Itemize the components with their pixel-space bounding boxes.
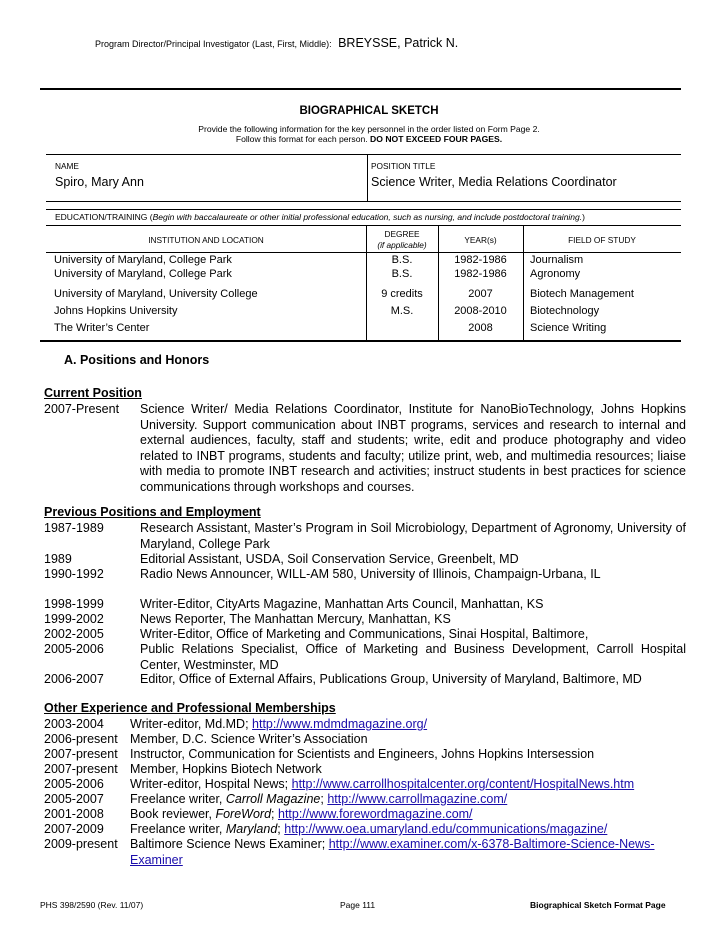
entry-years: 2006-present	[44, 732, 118, 746]
entry-years: 2005-2007	[44, 792, 104, 806]
section-a-heading: A. Positions and Honors	[64, 353, 210, 367]
entry-years: 2003-2004	[44, 717, 104, 731]
edu-degree: 9 credits	[381, 288, 423, 300]
entry-text	[130, 822, 686, 838]
entry-link[interactable]: http://www.carrollhospitalcenter.org/content/HospitalNews.htm	[291, 777, 635, 791]
th-degree-note: (if applicable)	[377, 240, 427, 250]
entry-text	[130, 807, 686, 823]
other-experience-heading: Other Experience and Professional Memberships	[44, 701, 336, 715]
th-field: FIELD OF STUDY	[568, 235, 636, 245]
entry-text	[130, 777, 686, 793]
edu-years: 2008-2010	[454, 305, 507, 317]
th-institution: INSTITUTION AND LOCATION	[148, 235, 264, 245]
position-title-label: POSITION TITLE	[371, 161, 436, 171]
edu-field: Science Writing	[530, 322, 607, 334]
entry-desc: Writer-editor, Md.MD;	[130, 717, 253, 731]
current-position-heading: Current Position	[44, 386, 142, 400]
entry-publication: Carroll Magazine	[225, 792, 321, 806]
entry-desc: Book reviewer,	[130, 807, 216, 821]
entry-publication: Maryland	[225, 822, 278, 836]
entry-years: 2007-Present	[44, 402, 120, 416]
education-caption-label: EDUCATION/TRAINING	[55, 212, 148, 222]
entry-years: 2002-2005	[44, 627, 104, 641]
edu-field: Biotech Management	[530, 288, 634, 300]
name-row-divider	[367, 155, 368, 201]
edu-degree: B.S.	[391, 254, 413, 266]
pi-name: BREYSSE, Patrick N.	[338, 36, 459, 50]
edu-years: 2007	[468, 288, 493, 300]
edu-institution: The Writer’s Center	[54, 322, 150, 334]
entry-years: 2001-2008	[44, 807, 104, 821]
entry-years: 2009-present	[44, 837, 118, 851]
entry-sep: ;	[320, 792, 328, 806]
entry-link[interactable]: http://www.carrollmagazine.com/	[327, 792, 508, 806]
entry-desc: Writer-editor, Hospital News;	[130, 777, 292, 791]
entry-publication: ForeWord	[215, 807, 272, 821]
header-rule-bottom	[46, 252, 681, 253]
entry-years: 2006-2007	[44, 672, 104, 686]
edu-years: 1982-1986	[454, 268, 507, 280]
entry-link[interactable]: http://www.examiner.com/x-6378-Baltimore-Science-News-Examiner	[130, 837, 655, 867]
pi-label: Program Director/Principal Investigator (Last, First, Middle):	[95, 39, 332, 49]
name-label: NAME	[55, 161, 79, 171]
person-name: Spiro, Mary Ann	[55, 175, 144, 189]
edu-institution: University of Maryland, College Park	[54, 268, 232, 280]
entry-years: 1998-1999	[44, 597, 104, 611]
entry-years: 1990-1992	[44, 567, 104, 581]
entry-desc: Baltimore Science News Examiner;	[130, 837, 329, 851]
edu-field: Journalism	[530, 254, 584, 266]
footer-page-number: Page 111	[340, 900, 376, 910]
edu-field: Agronomy	[530, 268, 581, 280]
entry-years: 2007-present	[44, 762, 118, 776]
th-years: YEAR(s)	[464, 235, 497, 245]
header-rule-top	[46, 225, 681, 226]
entry-years: 2005-2006	[44, 777, 104, 791]
entry-text	[130, 717, 686, 733]
sketch-title: BIOGRAPHICAL SKETCH	[299, 105, 439, 117]
entry-text: Writer-Editor, CityArts Magazine, Manhattan Arts Council, Manhattan, KS	[140, 597, 544, 611]
entry-link[interactable]: http://www.forewordmagazine.com/	[278, 807, 473, 821]
instruction-2b: DO NOT EXCEED FOUR PAGES.	[370, 134, 503, 144]
entry-years: 1987-1989	[44, 521, 104, 535]
entry-sep: ;	[271, 807, 278, 821]
pi-line	[95, 36, 458, 50]
entry-text: Member, D.C. Science Writer’s Association	[130, 732, 368, 746]
position-title: Science Writer, Media Relations Coordinator	[371, 175, 617, 189]
current-position-entry	[44, 402, 686, 494]
education-caption-note: Begin with baccalaureate or other initial professional education, such as nursing, and include postdoctoral training.	[152, 212, 583, 222]
edu-institution: Johns Hopkins University	[54, 305, 178, 317]
name-row	[46, 154, 681, 202]
entry-text: Science Writer/ Media Relations Coordinator, Institute for NanoBioTechnology, Johns Hopkins University. Support communication about INBT programs, services and research to internal and external audiences, faculty, staff and students; write, edit and produce photography and video related to INBT programs, students and faculty; utilize print, web, and multimedia resources; liaise with media to promote INBT research and activities; instruct students in best practices for science communications through workshops and courses.	[140, 402, 686, 494]
entry-text	[130, 792, 686, 808]
entry-years: 2005-2006	[44, 642, 104, 656]
edu-years: 2008	[468, 322, 493, 334]
entry-years: 1989	[44, 552, 72, 566]
entry-text: Member, Hopkins Biotech Network	[130, 762, 322, 776]
entry-text: Writer-Editor, Office of Marketing and Communications, Sinai Hospital, Baltimore,	[140, 627, 589, 641]
entry-years: 1999-2002	[44, 612, 104, 626]
entry-sep: ;	[277, 822, 285, 836]
education-caption: EDUCATION/TRAINING (Begin with baccalaureate or other initial professional education, such as nursing, and include postdoctoral training.)	[55, 212, 585, 222]
entry-text: Research Assistant, Master’s Program in Soil Microbiology, Department of Agronomy, University of Maryland, College Park	[140, 521, 686, 551]
entry-text: Instructor, Communication for Scientists and Engineers, Johns Hopkins Intersession	[130, 747, 595, 761]
entry-text: Editorial Assistant, USDA, Soil Conservation Service, Greenbelt, MD	[140, 552, 519, 566]
edu-institution: University of Maryland, University College	[54, 288, 258, 300]
entry-desc: Freelance writer,	[130, 822, 226, 836]
entry-link[interactable]: http://www.oea.umaryland.edu/communications/magazine/	[284, 822, 608, 836]
entry-link[interactable]: http://www.mdmdmagazine.org/	[252, 717, 428, 731]
edu-years: 1982-1986	[454, 254, 507, 266]
previous-positions-heading: Previous Positions and Employment	[44, 505, 261, 519]
footer-format-label: Biographical Sketch Format Page	[530, 900, 666, 910]
edu-degree: B.S.	[391, 268, 413, 280]
footer-form-number: PHS 398/2590 (Rev. 11/07)	[40, 900, 144, 910]
entry-years: 2007-2009	[44, 822, 104, 836]
instruction-2a: Follow this format for each person.	[235, 134, 368, 144]
entry-text: Public Relations Specialist, Office of Marketing and Business Development, Carroll Hospital Center, Westminster, MD	[140, 642, 686, 672]
entry-text: News Reporter, The Manhattan Mercury, Manhattan, KS	[140, 612, 451, 626]
edu-field: Biotechnology	[530, 305, 600, 317]
entry-text	[130, 837, 686, 868]
sketch-instruction-2	[0, 134, 728, 144]
th-degree: DEGREE	[384, 229, 420, 239]
entry-desc: Freelance writer,	[130, 792, 226, 806]
edu-institution: University of Maryland, College Park	[54, 254, 232, 266]
entry-text: Editor, Office of External Affairs, Publications Group, University of Maryland, Baltimore, MD	[140, 672, 642, 686]
sketch-instruction-1: Provide the following information for the key personnel in the order listed on Form Page 2.	[198, 124, 540, 134]
entry-years: 2007-present	[44, 747, 118, 761]
entry-text: Radio News Announcer, WILL-AM 580, University of Illinois, Champaign-Urbana, IL	[140, 567, 601, 581]
edu-degree: M.S.	[390, 305, 414, 317]
